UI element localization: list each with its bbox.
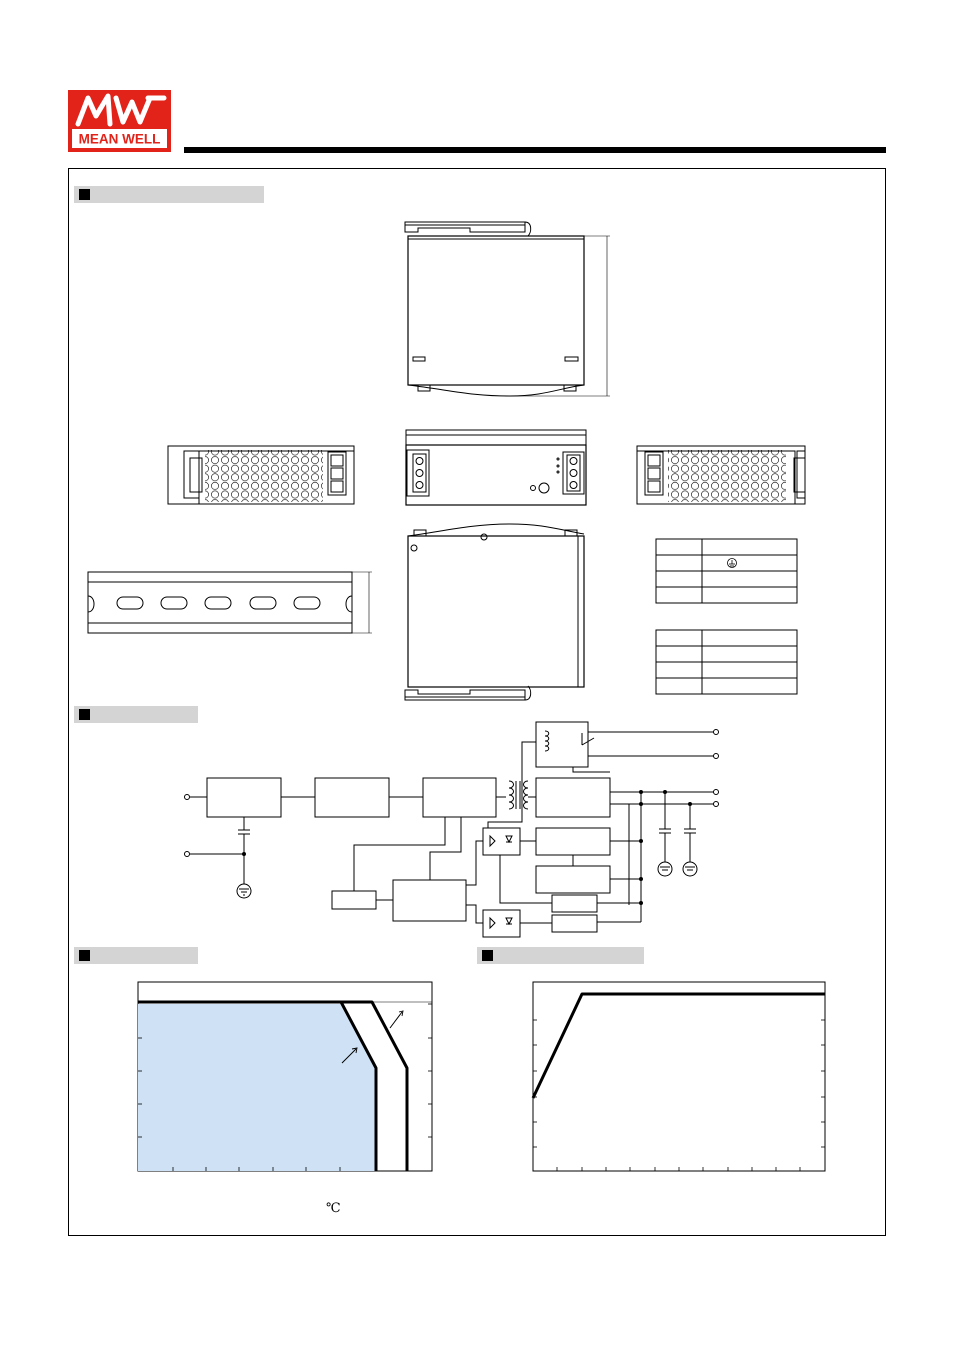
derating-chart	[138, 982, 432, 1171]
top-view-drawing	[405, 222, 610, 396]
callout-arrow-outer	[390, 1012, 402, 1028]
terminal-pin-table	[656, 539, 797, 603]
logo-text: MEAN WELL	[78, 131, 161, 147]
derating-temperature-unit: ℃	[326, 1201, 341, 1216]
output-input-chart	[533, 982, 825, 1171]
front-view-drawing	[406, 430, 586, 505]
left-side-view-drawing	[168, 446, 354, 504]
bottom-view-drawing	[405, 524, 584, 700]
right-side-view-drawing	[637, 446, 805, 504]
derating-area-fill	[138, 1004, 375, 1171]
output-input-curve	[533, 994, 825, 1098]
block-diagram-drawing	[185, 722, 719, 937]
output-pin-table	[656, 630, 797, 694]
din-rail-drawing	[88, 572, 372, 633]
